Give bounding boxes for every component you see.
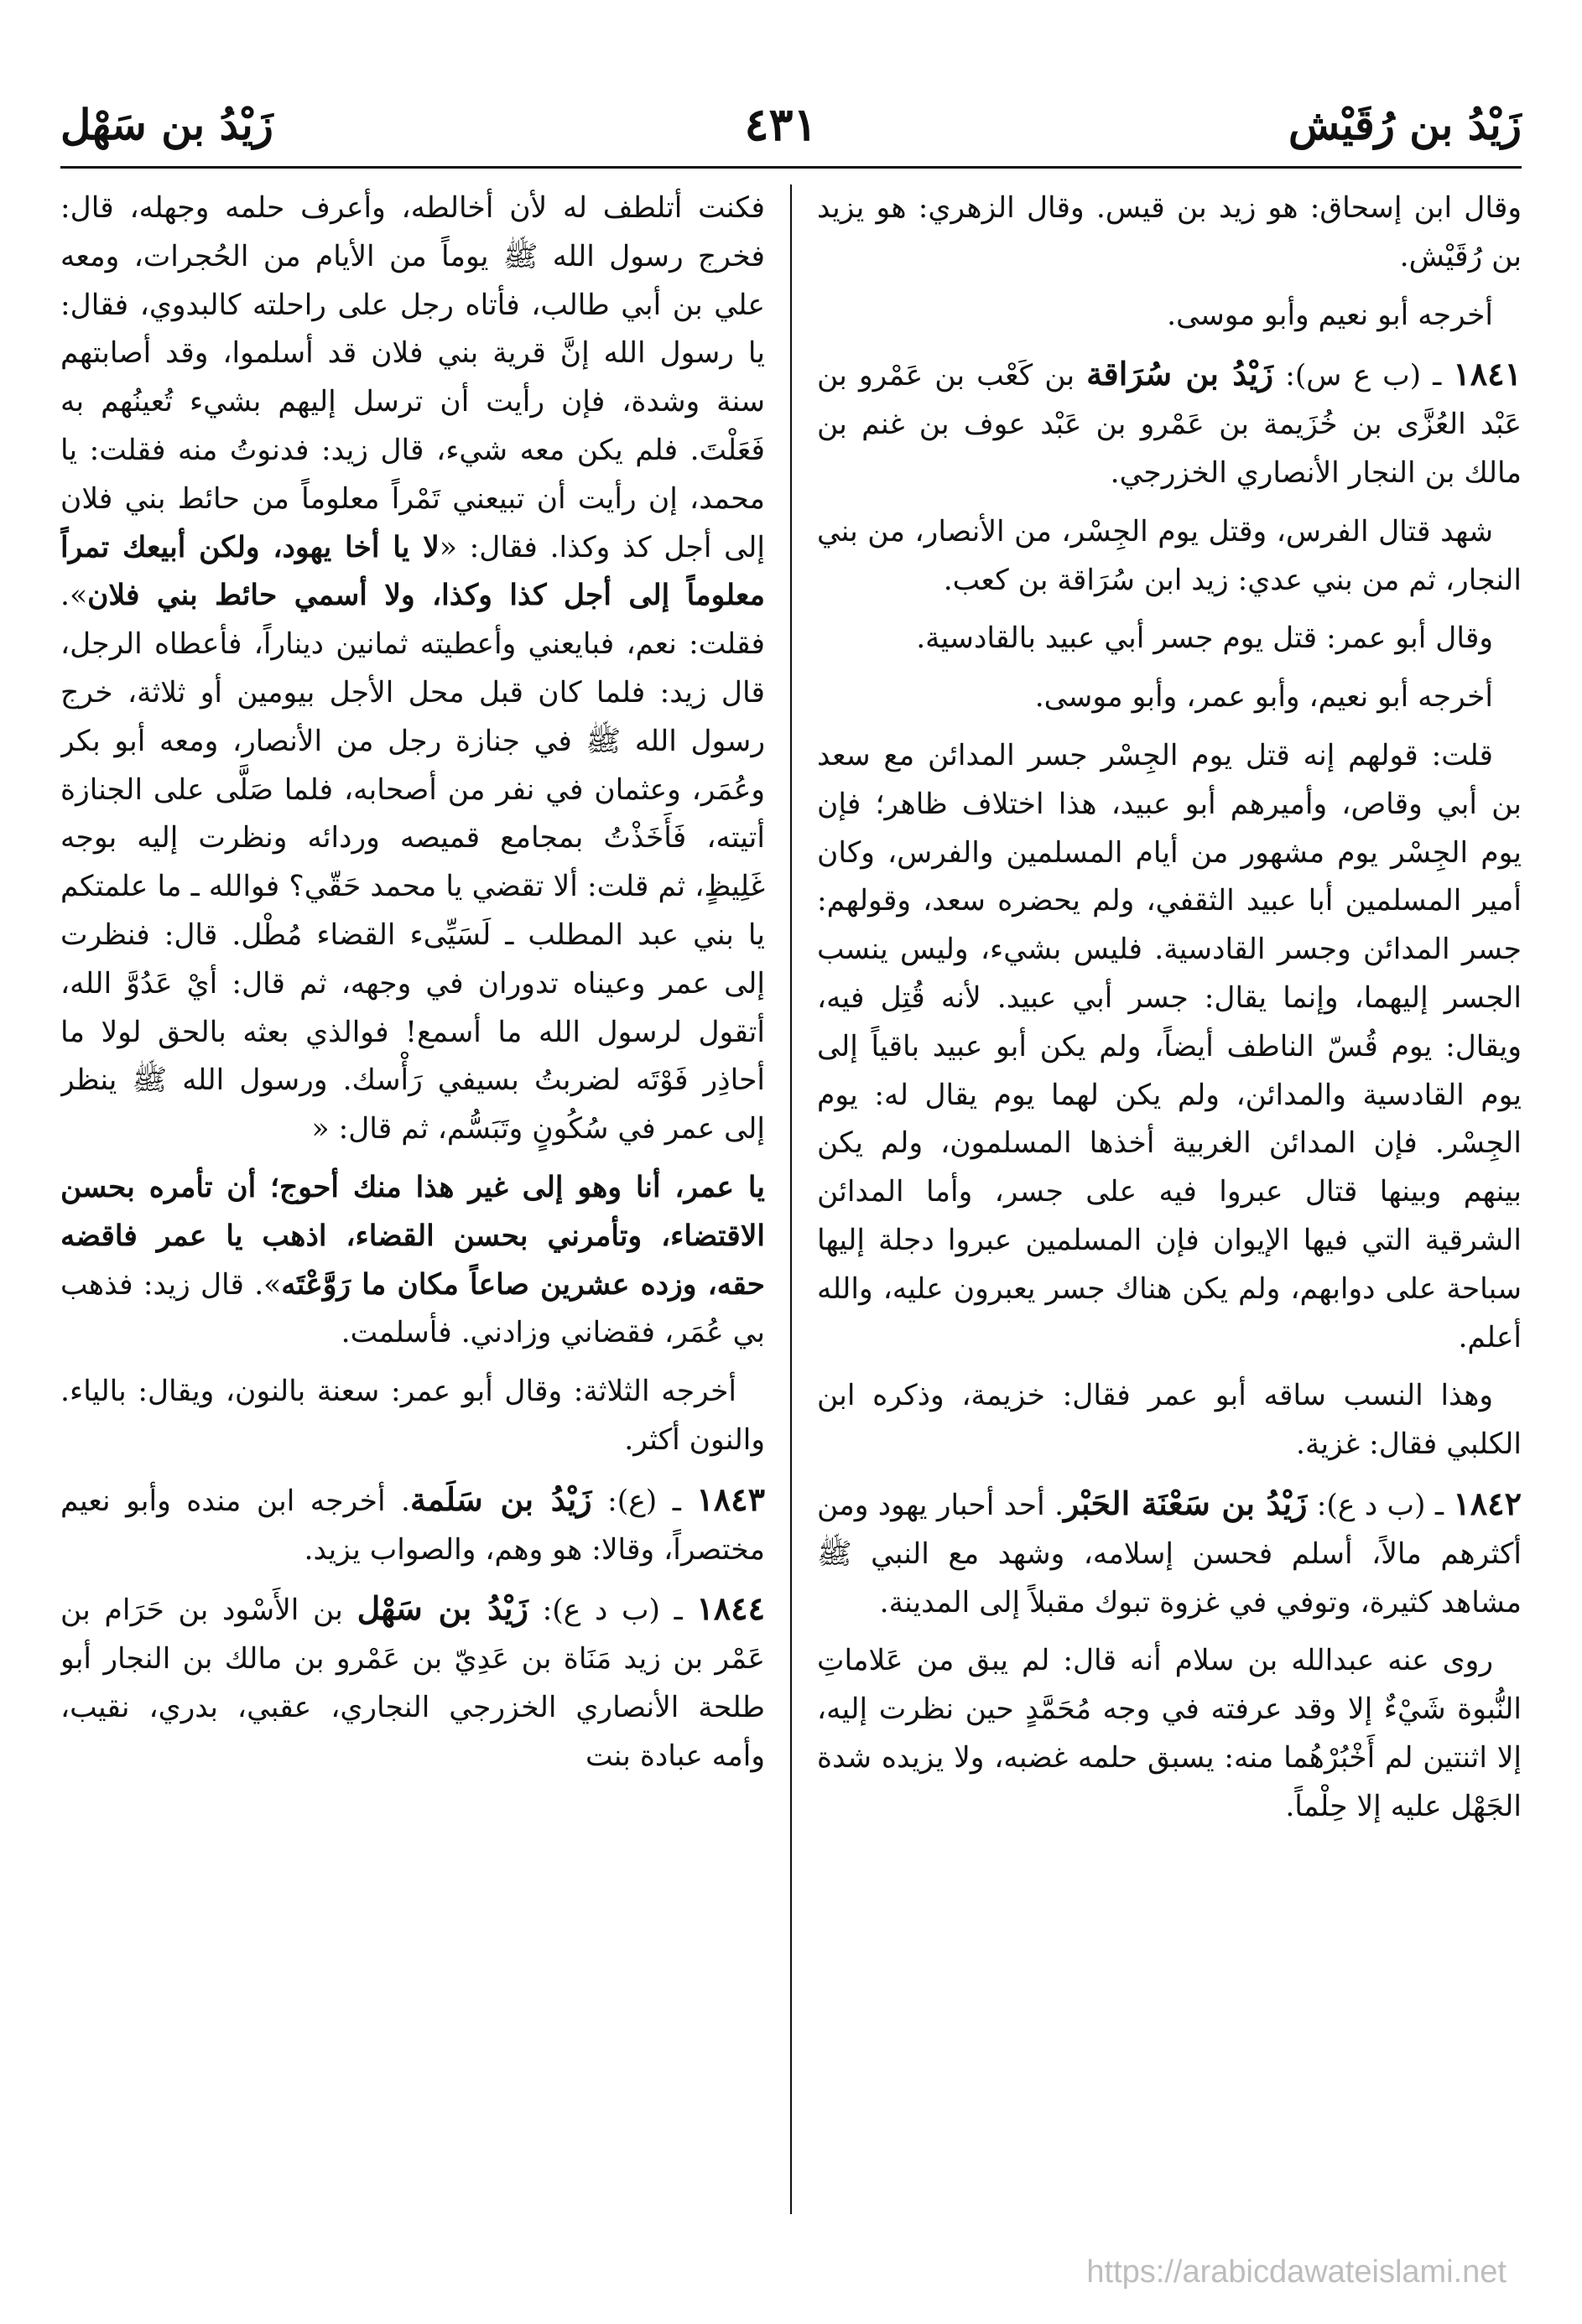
paragraph: روى عنه عبدالله بن سلام أنه قال: لم يبق من عَلاماتِ النُّبوة شَيْءٌ إلا وقد عرفته في وجه مُحَمَّدٍ حين نظرت إليه، إلا اثنتين لم أَخْبُرْهُما منه: يسبق حلمه غضبه، ولا يزيده شدة الجَهْل عليه إلا حِلْماً. (817, 1644, 1522, 1823)
entry-1842: ١٨٤٢ ـ (ب د ع): زَيْدُ بن سَعْنَة الحَبْر. أحد أحبار يهود ومن أكثرهم مالاً، أسلم فحسن إسلامه، وشهد مع النبي ﷺ مشاهد كثيرة، وتوفي في غزوة تبوك مقبلاً إلى المدينة. (817, 1484, 1522, 1620)
entry-number: ١٨٤٣ (696, 1479, 765, 1518)
running-head-left: زَيْدُ بن سَهْل (60, 99, 273, 149)
entry-number: ١٨٤١ (1453, 355, 1522, 393)
paragraph: أخرجه الثلاثة: وقال أبو عمر: سعنة بالنون، ويقال: بالياء. والنون أكثر. (60, 1375, 765, 1457)
page-header (60, 91, 1522, 158)
paragraph: أخرجه أبو نعيم وأبو موسى. (1167, 298, 1493, 332)
paragraph: فكنت أتلطف له لأن أخالطه، وأعرف حلمه وجهله، قال: فخرج رسول الله ﷺ يوماً من الأيام من الحُجرات، ومعه علي بن أبي طالب، فأتاه رجل على راحلته كالبدوي، فقال: يا رسول الله إنَّ قرية بني فلان قد أسلموا، وقد أصابتهم سنة وشدة، فإن رأيت أن ترسل إليهم بشيء تُعينُهم به فَعَلْتَ. فلم يكن معه شيء، قال زيد: فدنوتُ منه فقلت: يا محمد، إن رأيت أن تبيعني تَمْراً معلوماً من حائط بني فلان إلى أجل كذ وكذا. فقال: «لا يا أخا يهود، ولكن أبيعك تمراً معلوماً إلى أجل كذا وكذا، ولا أسمي حائط بني فلان». فقلت: نعم، فبايعني وأعطيته ثمانين ديناراً، فأعطاه الرجل، قال زيد: فلما كان قبل محل الأجل بيومين أو ثلاثة، خرج رسول الله ﷺ في جنازة رجل من الأنصار، ومعه أبو بكر وعُمَر، وعثمان في نفر من أصحابه، فلما صَلَّى على الجنازة أتيته، فَأَخَذْتُ بمجامع قميصه وردائه ونظرت إليه بوجه غَلِيظٍ، ثم قلت: ألا تقضي يا محمد حَقّي؟ فوالله ـ ما علمتكم يا بني عبد المطلب ـ لَسَيِّىء القضاء مُطْل. قال: فنظرت إلى عمر وعيناه تدوران في وجهه، ثم قال: أيْ عَدُوَّ الله، أتقول لرسول الله ما أسمع! فوالذي بعثه بالحق لولا ما أحاذِر فَوْتَه لضربتُ بسيفي رَأْسك. ورسول الله ﷺ ينظر إلى عمر في سُكُونٍ وتَبَسُّم، ثم قال: « (60, 191, 765, 1146)
entry-number: ١٨٤٢ (1453, 1484, 1522, 1522)
entry-1844: ١٨٤٤ ـ (ب د ع): زَيْدُ بن سَهْل بن الأَسْود بن حَرَام بن عَمْر بن زيد مَنَاة بن عَدِيّ بن عَمْرو بن مالك بن النجار أبو طلحة الأنصاري الخزرجي النجاري، عقبي، بدري، نقيب، وأمه عبادة بنت (60, 1589, 765, 1773)
header-rule (60, 166, 1522, 169)
paragraph: أخرجه أبو نعيم، وأبو عمر، وأبو موسى. (1034, 680, 1493, 715)
hadith-quote: لا يا أخا يهود، ولكن أبيعك تمراً معلوماً إلى أجل كذا وكذا، ولا أسمي حائط بني فلان (60, 530, 765, 613)
page-number: ٤٣١ (744, 97, 818, 151)
entry-sigla: ـ (ب ع س): (1273, 359, 1454, 393)
entry-1841: ١٨٤١ ـ (ب ع س): زَيْدُ بن سُرَاقة بن كَعْب بن عَمْرو بن عَبْد العُزَّى بن خُزَيمة بن عَمْرو بن عَبْد عوف بن غنم بن مالك بن النجار الأنصاري الخزرجي. (817, 355, 1522, 490)
paragraph: شهد قتال الفرس، وقتل يوم الجِسْر، من الأنصار، من بني النجار، ثم من بني عدي: زيد ابن سُرَاقة بن كعب. (817, 514, 1522, 597)
left-column (60, 185, 765, 2223)
hadith-quote: يا عمر، أنا وهو إلى غير هذا منك أحوج؛ أن تأمره بحسن الاقتضاء، وتأمرني بحسن القضاء، اذهب يا عمر فاقضه حقه، وزده عشرين صاعاً مكان ما رَوَّعْتَه (60, 1170, 765, 1302)
paragraph: وقال ابن إسحاق: هو زيد بن قيس. وقال الزهري: هو يزيد بن رُقَيْش. (817, 191, 1522, 273)
entry-name: زَيْدُ بن سُرَاقة (1086, 355, 1274, 393)
right-column (817, 185, 1522, 2223)
watermark-url: https://arabicdawateislami.net (1086, 2254, 1507, 2290)
entry-name: زَيْدُ بن سَعْنَة الحَبْر (1064, 1484, 1308, 1522)
column-divider (790, 185, 792, 2214)
entry-number: ١٨٤٤ (696, 1589, 765, 1628)
paragraph: قلت: قولهم إنه قتل يوم الجِسْر جسر المدائن مع سعد بن أبي وقاص، وأميرهم أبو عبيد، هذا اختلاف ظاهر؛ فإن يوم الجِسْر يوم مشهور من أيام المسلمين والفرس، وكان أمير المسلمين أبا عبيد الثقفي، ولم يحضره سعد، وقولهم: جسر المدائن وجسر القادسية. فليس بشيء، وليس ينسب الجسر إليهما، وإنما يقال: جسر أبي عبيد. لأنه قُتِل فيه، ويقال: يوم قُسّ الناطف أيضاً، ولم يكن أبو عبيد باقياً إلى يوم القادسية والمدائن، ولم يكن لهما يوم يقال له: يوم الجِسْر. فإن المدائن الغربية أخذها المسلمون، ولم يكن بينهم وبينها قتال عبروا فيه على جسر، وأما المدائن الشرقية التي فيها الإيوان فإن المسلمين عبروا دجلة إليها سباحة على دوابهم، ولم يكن هناك جسر يعبرون عليه، والله أعلم. (817, 738, 1522, 1354)
entry-sigla: ـ (ع): (591, 1484, 697, 1518)
entry-1843: ١٨٤٣ ـ (ع): زَيْدُ بن سَلَمة. أخرجه ابن منده وأبو نعيم مختصراً، وقالا: هو وهم، والصواب يزيد. (60, 1479, 765, 1567)
entry-name: زَيْدُ بن سَلَمة (410, 1479, 592, 1518)
paragraph: يا عمر، أنا وهو إلى غير هذا منك أحوج؛ أن تأمره بحسن الاقتضاء، وتأمرني بحسن القضاء، اذهب يا عمر فاقضه حقه، وزده عشرين صاعاً مكان ما رَوَّعْتَه». قال زيد: فذهب بي عُمَر، فقضاني وزادني. فأسلمت. (60, 1170, 765, 1350)
running-head-right: زَيْدُ بن رُقَيْش (1288, 99, 1522, 149)
entry-sigla: ـ (ب د ع): (1307, 1488, 1454, 1522)
paragraph: وهذا النسب ساقه أبو عمر فقال: خزيمة، وذكره ابن الكلبي فقال: غزية. (817, 1379, 1522, 1462)
entry-sigla: ـ (ب د ع): (528, 1594, 697, 1628)
paragraph: وقال أبو عمر: قتل يوم جسر أبي عبيد بالقادسية. (916, 621, 1493, 656)
entry-name: زَيْدُ بن سَهْل (356, 1589, 528, 1628)
